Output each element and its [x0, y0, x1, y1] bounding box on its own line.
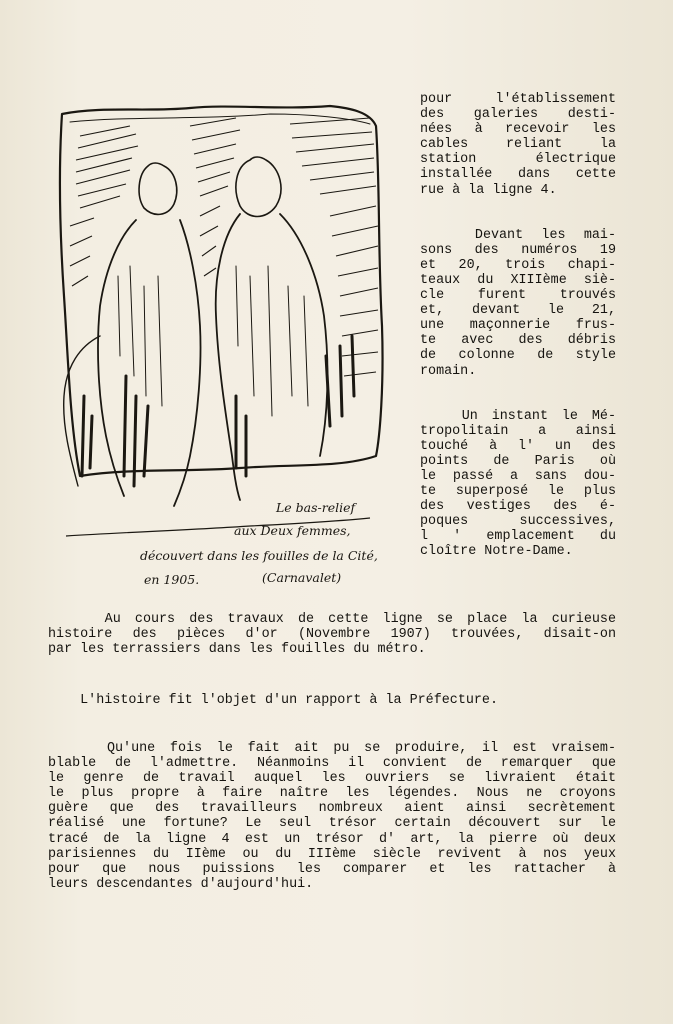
text-line: installée dans cette — [420, 167, 616, 183]
text-line: tropolitain a ainsi — [420, 423, 616, 439]
text-line: le genre de travail auquel les ouvriers se livraient était — [48, 771, 616, 787]
caption-line-1: Le bas-relief — [276, 500, 356, 515]
right-para-1 — [420, 92, 616, 198]
text-line: station électrique — [420, 152, 616, 168]
text-line: L'histoire fit l'objet d'un rapport à la Préfecture. — [48, 693, 498, 708]
caption-line-5: (Carnavalet) — [262, 570, 342, 585]
text-line: et 20, trois chapi- — [420, 257, 616, 273]
text-line: parisiennes du IIème ou du IIIème siècle revivent à nos yeux — [48, 846, 616, 862]
text-line: sons des numéros 19 — [420, 242, 616, 258]
right-para-3 — [420, 409, 616, 560]
text-line: par les terrassiers dans les fouilles du métro. — [48, 642, 426, 658]
text-line: tracé de la ligne 4 est un trésor d' art, la pierre où deux — [48, 831, 616, 847]
text-line: Devant les mai- — [420, 227, 616, 243]
body-paragraph-1 — [48, 612, 616, 657]
text-line: réalisé une fortune? Le seul trésor certain découvert sur le — [48, 816, 616, 832]
text-line: te superposé le plus — [420, 484, 616, 500]
text-line: cle furent trouvés — [420, 288, 616, 304]
bas-relief-illustration — [40, 96, 400, 596]
body-paragraph-3 — [48, 741, 616, 892]
text-line: blable de l'admettre. Néanmoins il convient de remarquer que — [48, 756, 616, 772]
text-line: pour que nous puissions les comparer et les rattacher à — [48, 861, 616, 877]
text-line: Au cours des travaux de cette ligne se place la curieuse — [48, 612, 616, 627]
text-line: histoire des pièces d'or (Novembre 1907) trouvées, disait-on — [48, 627, 616, 643]
text-line: nées à recevoir les — [420, 122, 616, 138]
text-line: leurs descendantes d'aujourd'hui. — [48, 876, 314, 892]
text-line: Qu'une fois le fait ait pu se produire, il est vraisem- — [48, 741, 616, 756]
text-line: pour l'établissement — [420, 92, 616, 107]
text-line: des galeries desti- — [420, 107, 616, 123]
text-line: teaux du XIIIème siè- — [420, 272, 616, 288]
right-para-2 — [420, 228, 616, 379]
text-line: romain. — [420, 363, 477, 379]
body-paragraph-2 — [48, 693, 616, 708]
text-line: rue à la ligne 4. — [420, 182, 557, 198]
bas-relief-sketch — [40, 96, 400, 596]
text-line: Un instant le Mé- — [420, 408, 616, 424]
caption-line-4: en 1905. — [144, 572, 200, 587]
text-line: l ' emplacement du — [420, 529, 616, 545]
text-line: te avec des débris — [420, 333, 616, 349]
text-line: cloître Notre-Dame. — [420, 544, 573, 560]
text-line: des vestiges des é- — [420, 499, 616, 515]
text-line: touché à l' un des — [420, 438, 616, 454]
text-line: et, devant le 21, — [420, 303, 616, 319]
caption-line-2: aux Deux femmes, — [234, 523, 351, 538]
caption-line-3: découvert dans les fouilles de la Cité, — [140, 548, 378, 563]
text-line: guère que des travailleurs nombreux aient ainsi secrètement — [48, 801, 616, 817]
text-line: points de Paris où — [420, 453, 616, 469]
text-line: une maçonnerie frus- — [420, 318, 616, 334]
right-column-text — [420, 92, 616, 560]
text-line: cables reliant la — [420, 137, 616, 153]
text-line: poques successives, — [420, 514, 616, 530]
text-line: de colonne de style — [420, 348, 616, 364]
text-line: le passé a sans dou- — [420, 468, 616, 484]
text-line: le plus propre à faire naître les légendes. Nous ne croyons — [48, 786, 616, 802]
